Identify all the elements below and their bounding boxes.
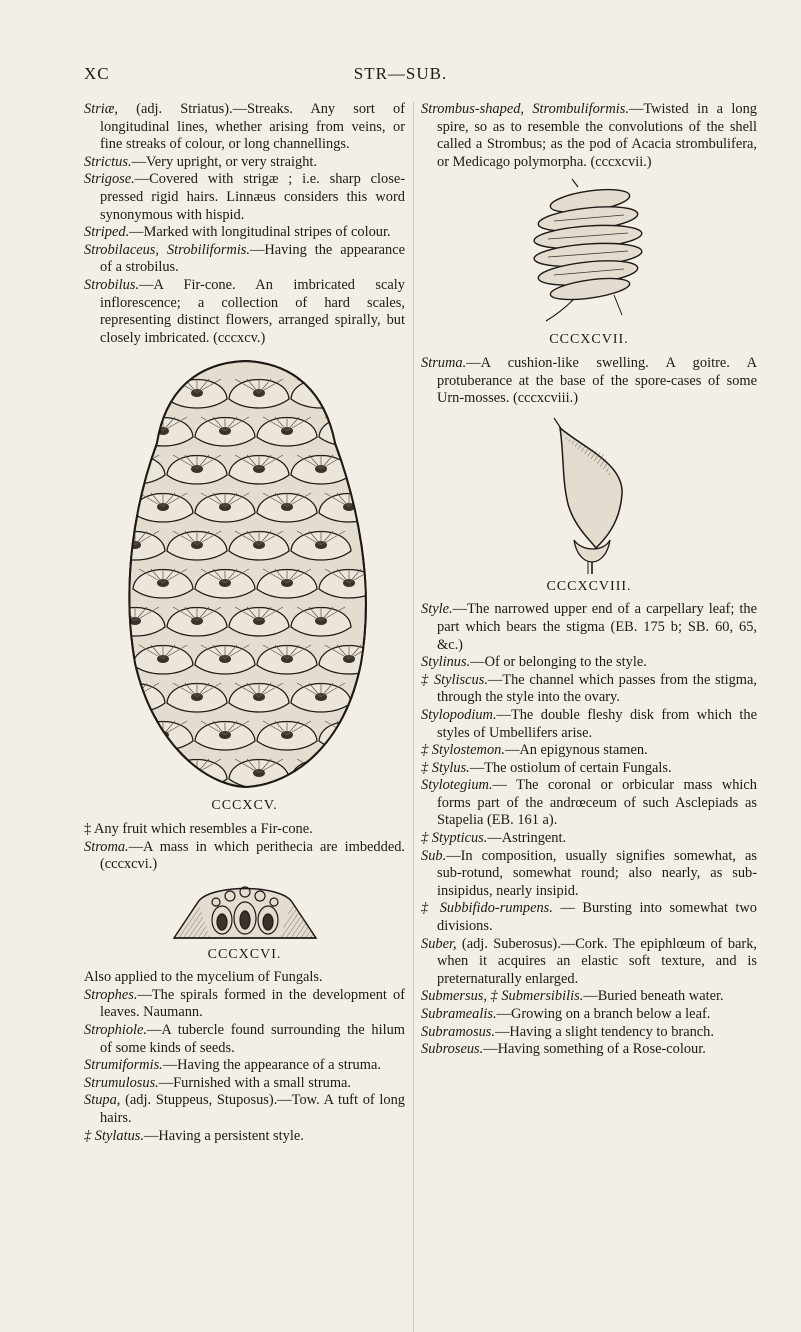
dictionary-entry — [421, 936, 757, 989]
entry-definition: — Bursting into somewhat two divisions. — [437, 900, 757, 935]
cone-scale — [381, 418, 395, 447]
entry-definition: —The channel which passes from the stigma, through the style into the ovary. — [437, 671, 757, 706]
cone-scale-umbo — [343, 427, 355, 435]
entry-definition: —Having something of a Rose-colour. — [483, 1041, 706, 1058]
cone-scale-line — [321, 759, 333, 773]
entry-term: ‡ Subbifido-rumpens. — [421, 900, 553, 917]
dictionary-entry — [421, 1041, 757, 1059]
cone-scale-umbo — [129, 769, 141, 777]
right-entries-top — [421, 101, 757, 171]
dictionary-entry — [84, 1057, 405, 1075]
entry-definition: —Having a persistent style. — [143, 1127, 304, 1144]
urn-moss-capsule-illustration — [534, 414, 644, 574]
entry-term: Sub. — [421, 847, 447, 864]
cone-scale-line — [135, 759, 147, 773]
dictionary-entry — [421, 742, 757, 760]
right-entries-mid — [421, 355, 757, 408]
cone-scale-line — [135, 379, 159, 393]
dictionary-entry — [421, 988, 757, 1006]
dictionary-entry — [84, 839, 405, 874]
figure-stroma — [84, 880, 405, 942]
cone-scale-line — [111, 759, 135, 773]
dictionary-entry — [84, 224, 405, 242]
entry-term: Strophes. — [84, 986, 138, 1003]
entry-definition: —A cushion-like swelling. A goitre. A protuberance at the base of the spore-cases of some Urn-mosses. (cccxcviii.) — [437, 354, 757, 407]
fir-cone-illustration — [95, 353, 395, 793]
entry-term: ‡ Styliscus. — [421, 671, 488, 688]
entry-definition: —Growing on a branch below a leaf. — [496, 1006, 711, 1022]
cone-scale-line — [123, 379, 135, 393]
cone-scale — [381, 646, 395, 675]
entry-term: Strumulosus. — [84, 1074, 159, 1091]
right-entries-bottom — [421, 601, 757, 1058]
entry-definition: —Marked with longitudinal stripes of colour. — [129, 224, 391, 241]
cone-scale-line — [337, 417, 349, 431]
dictionary-entry — [84, 969, 405, 987]
entry-definition: —The narrowed upper end of a carpellary leaf; the part which bears the stigma (EB. 175 b; SB. 60, 65, &c.) — [437, 601, 757, 653]
page-header — [0, 64, 801, 88]
left-entries-top — [84, 101, 405, 347]
cone-scale-line — [321, 759, 345, 773]
entry-definition: —An epigynous stamen. — [504, 742, 648, 759]
cone-scale-line — [387, 417, 395, 431]
cone-scale-line — [321, 379, 345, 393]
figure-caption-cccxcvii: CCCXCVII. — [549, 332, 629, 348]
dictionary-entry — [421, 830, 757, 848]
dictionary-entry — [84, 1022, 405, 1057]
cone-scale — [105, 380, 165, 409]
cone-scale-umbo — [129, 693, 141, 701]
cone-scale-line — [123, 759, 135, 773]
cone-scale-line — [387, 645, 395, 659]
entry-definition: —Furnished with a small struma. — [158, 1074, 352, 1091]
entry-definition: — The coronal or orbicular mass which forms part of the andrœceum of such Asclepiads as Stapelia (EB. 161 a). — [437, 777, 757, 829]
left-entries-bottom — [84, 969, 405, 1145]
dictionary-entry — [421, 1024, 757, 1042]
cone-scale-line — [309, 759, 321, 773]
entry-term: Style. — [421, 601, 453, 618]
entry-term: Stroma. — [84, 838, 129, 855]
right-column — [421, 101, 757, 1059]
cone-scale-line — [123, 683, 135, 697]
dictionary-entry — [84, 171, 405, 224]
cone-scale — [105, 760, 165, 789]
dictionary-entry — [421, 848, 757, 901]
dictionary-entry — [421, 654, 757, 672]
entry-definition: —Having the appearance of a struma. — [162, 1057, 381, 1074]
cone-scale-line — [111, 683, 135, 697]
dictionary-entry — [84, 277, 405, 347]
entry-term: Subramosus. — [421, 1023, 495, 1040]
entry-definition: ‡ Any fruit which resembles a Fir-cone. — [84, 820, 313, 837]
entry-term: Striæ, — [84, 101, 118, 117]
cone-scale-line — [387, 721, 395, 735]
dictionary-entry — [84, 1075, 405, 1093]
dictionary-entry — [84, 242, 405, 277]
entry-term: Stylinus. — [421, 654, 471, 671]
entry-term: Stupa, — [84, 1092, 121, 1109]
dictionary-entry — [84, 101, 405, 154]
strombus-pod-illustration — [514, 177, 664, 327]
figure-fir-cone — [84, 353, 405, 793]
entry-definition: —A tubercle found surrounding the hilum of some kinds of seeds. — [100, 1022, 405, 1056]
entry-definition: —The spirals formed in the development of leaves. Naumann. — [100, 986, 405, 1021]
entry-term: ‡ Stylatus. — [84, 1127, 144, 1144]
entry-definition: —Astringent. — [487, 830, 567, 847]
cone-scale-umbo — [315, 389, 327, 397]
dictionary-entry — [84, 1128, 405, 1146]
left-entries-mid — [84, 821, 405, 874]
entry-definition: —Covered with strigæ ; i.e. sharp close-pressed rigid hairs. Linnæus considers this word synonymous with hispid. — [100, 171, 405, 223]
cone-scale-line — [123, 455, 135, 469]
running-title: STR—SUB. — [353, 64, 448, 83]
entry-term: Stylotegium. — [421, 777, 493, 794]
entry-term: Struma. — [421, 354, 467, 371]
entry-definition: —Having a slight tendency to branch. — [494, 1023, 714, 1040]
dictionary-entry — [84, 1092, 405, 1127]
entry-definition: —A Fir-cone. An imbricated scaly inflorescence; a collection of hard scales, representing distinct flowers, arranged spirally, but closely imbricated. (cccxcv.) — [100, 276, 405, 346]
entry-definition: —The double fleshy disk from which the styles of Umbellifers arise. — [437, 706, 757, 741]
cone-scale — [381, 722, 395, 751]
cone-scale-line — [387, 569, 395, 583]
entry-definition: —Twisted in a long spire, so as to resemble the convolutions of the shell called a Strombus; as the pod of Acacia strombulifera, or Medicago polymorpha. (cccxcvii.) — [437, 101, 757, 170]
entry-term: ‡ Stypticus. — [421, 830, 488, 847]
entry-definition: (adj. Striatus).—Streaks. Any sort of longitudinal lines, whether arising from veins, or fine streaks of colour, or long channellings. — [100, 101, 405, 153]
entry-definition: —Of or belonging to the style. — [470, 654, 647, 671]
cone-scale-line — [321, 379, 333, 393]
dictionary-entry — [421, 601, 757, 654]
dictionary-entry — [421, 672, 757, 707]
cone-scale-umbo — [129, 389, 141, 397]
dictionary-entry — [421, 101, 757, 171]
cone-scale-umbo — [129, 465, 141, 473]
entry-term: Strictus. — [84, 153, 132, 170]
entry-definition: —Buried beneath water. — [583, 988, 724, 1005]
stroma-illustration — [170, 880, 320, 942]
left-column — [84, 101, 405, 1145]
entry-definition: —The ostiolum of certain Fungals. — [469, 759, 672, 776]
entry-term: Stylopodium. — [421, 706, 497, 723]
cone-scale-line — [135, 759, 159, 773]
cone-scale-line — [111, 379, 135, 393]
figure-caption-cccxcviii: CCCXCVIII. — [546, 578, 632, 594]
entry-term: Strobilaceus, Strobiliformis. — [84, 241, 251, 258]
entry-term: Subroseus. — [421, 1041, 484, 1058]
column-divider — [413, 102, 414, 1332]
dictionary-entry — [421, 777, 757, 830]
entry-term: Strigose. — [84, 171, 135, 188]
dictionary-entry — [421, 900, 757, 935]
entry-term: Strophiole. — [84, 1022, 148, 1039]
cone-scale-line — [135, 455, 147, 469]
entry-term: Striped. — [84, 224, 130, 241]
entry-definition: (adj. Stuppeus, Stuposus).—Tow. A tuft of long hairs. — [100, 1092, 405, 1127]
dictionary-entry — [421, 355, 757, 408]
entry-definition: —Very upright, or very straight. — [131, 153, 318, 170]
dictionary-entry — [421, 1006, 757, 1024]
dictionary-entry — [421, 760, 757, 778]
cone-scale-umbo — [315, 769, 327, 777]
entry-term: Suber, — [421, 935, 457, 952]
dictionary-entry — [84, 821, 405, 839]
cone-scale-line — [111, 455, 135, 469]
cone-scale-line — [111, 531, 135, 545]
dictionary-entry — [84, 154, 405, 172]
cone-scale-line — [349, 417, 373, 431]
cone-scale-line — [387, 493, 395, 507]
figure-caption-cccxcvi: CCCXCVI. — [207, 946, 282, 962]
folio: XC — [84, 64, 110, 83]
entry-term: Strumiformis. — [84, 1057, 163, 1074]
figure-caption-cccxcv: CCCXCV. — [211, 798, 278, 814]
entry-definition: —A mass in which perithecia are imbedded. (cccxcvi.) — [100, 838, 405, 873]
cone-scale-umbo — [343, 731, 355, 739]
cone-scale — [381, 494, 395, 523]
entry-term: Strobilus. — [84, 276, 140, 293]
cone-scale-line — [349, 721, 361, 735]
entry-definition: Also applied to the mycelium of Fungals. — [84, 969, 323, 986]
entry-term: Strombus-shaped, Strombuliformis. — [421, 101, 629, 117]
entry-term: Subramealis. — [421, 1006, 497, 1022]
entry-term: ‡ Stylostemon. — [421, 742, 505, 759]
cone-scale-line — [349, 721, 373, 735]
cone-scale-line — [135, 379, 147, 393]
entry-definition: —Having the appearance of a strobilus. — [100, 241, 405, 276]
entry-term: ‡ Stylus. — [421, 759, 470, 776]
dictionary-entry — [84, 987, 405, 1022]
entry-definition: (adj. Suberosus).—Cork. The epiphlœum of bark, when it acquires an elastic soft texture, and is preternaturally enlarged. — [437, 935, 757, 987]
cone-scale-line — [349, 417, 361, 431]
figure-strombus-pod — [421, 177, 757, 327]
cone-scale — [381, 570, 395, 599]
figure-urn-moss-capsule — [421, 414, 757, 574]
entry-term: Submersus, ‡ Submersibilis. — [421, 988, 584, 1005]
entry-definition: —In composition, usually signifies somewhat, as sub-rotund, somewhat round; also nearly, as sub-insipidus, nearly insipid. — [437, 847, 757, 899]
dictionary-entry — [421, 707, 757, 742]
